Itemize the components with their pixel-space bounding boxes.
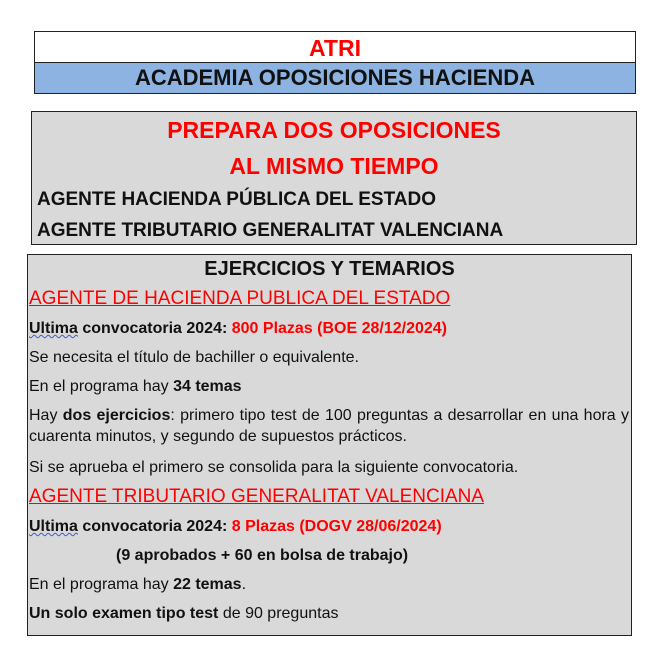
section1-convocatoria bbox=[28, 314, 631, 343]
section2-exam bbox=[28, 599, 631, 628]
section2-program bbox=[28, 570, 631, 599]
details-title: EJERCICIOS Y TEMARIOS bbox=[204, 258, 455, 280]
promo-exam-2: AGENTE TRIBUTARIO GENERALITAT VALENCIANA bbox=[37, 220, 504, 241]
academy-header bbox=[34, 31, 636, 94]
section1-program-prefix: En el programa hay bbox=[29, 378, 174, 395]
academy-subtitle: ACADEMIA OPOSICIONES HACIENDA bbox=[35, 62, 635, 93]
section1-exercises bbox=[28, 401, 631, 453]
section1-program bbox=[28, 372, 631, 401]
section2-program-count: 22 temas bbox=[173, 576, 242, 593]
section2-conv-label: convocatoria 2024: bbox=[77, 518, 232, 535]
promo-line-1: PREPARA DOS OPOSICIONES bbox=[167, 117, 501, 143]
section1-heading: AGENTE DE HACIENDA PUBLICA DEL ESTADO bbox=[29, 288, 451, 309]
section2-conv-value: 8 Plazas (DOGV 28/06/2024) bbox=[231, 518, 442, 535]
section1-exercises-count: dos ejercicios bbox=[62, 407, 171, 424]
section2-exam-desc: de 90 preguntas bbox=[218, 605, 339, 622]
section1-requirement: Se necesita el título de bachiller o equivalente. bbox=[29, 349, 359, 366]
section2-exam-type: Un solo examen tipo test bbox=[29, 605, 219, 622]
section1-exercises-desc: : primero tipo test de 100 preguntas a desarrollar en una hora y cuarenta minutos, y segundo de supuestos prácticos. bbox=[29, 407, 630, 445]
section1-consolidation: Si se aprueba el primero se consolida para la siguiente convocatoria. bbox=[29, 459, 519, 476]
promo-line-2: AL MISMO TIEMPO bbox=[229, 153, 439, 179]
brand-title: ATRI bbox=[309, 35, 361, 61]
section1-exercises-prefix: Hay bbox=[29, 407, 63, 424]
promo-panel bbox=[31, 111, 637, 245]
section1-conv-value: 800 Plazas (BOE 28/12/2024) bbox=[231, 320, 447, 337]
section2-heading: AGENTE TRIBUTARIO GENERALITAT VALENCIANA bbox=[29, 486, 485, 507]
section1-program-count: 34 temas bbox=[173, 378, 242, 395]
section2-program-suffix: . bbox=[241, 576, 247, 593]
section2-program-prefix: En el programa hay bbox=[29, 576, 174, 593]
details-panel bbox=[27, 254, 632, 636]
section1-conv-word: Ultima bbox=[29, 320, 78, 337]
section1-conv-label: convocatoria 2024: bbox=[77, 320, 232, 337]
section2-note: (9 aprobados + 60 en bolsa de trabajo) bbox=[116, 547, 409, 564]
promo-exam-1: AGENTE HACIENDA PÚBLICA DEL ESTADO bbox=[37, 189, 437, 210]
section2-convocatoria bbox=[28, 512, 631, 541]
section2-conv-word: Ultima bbox=[29, 518, 78, 535]
